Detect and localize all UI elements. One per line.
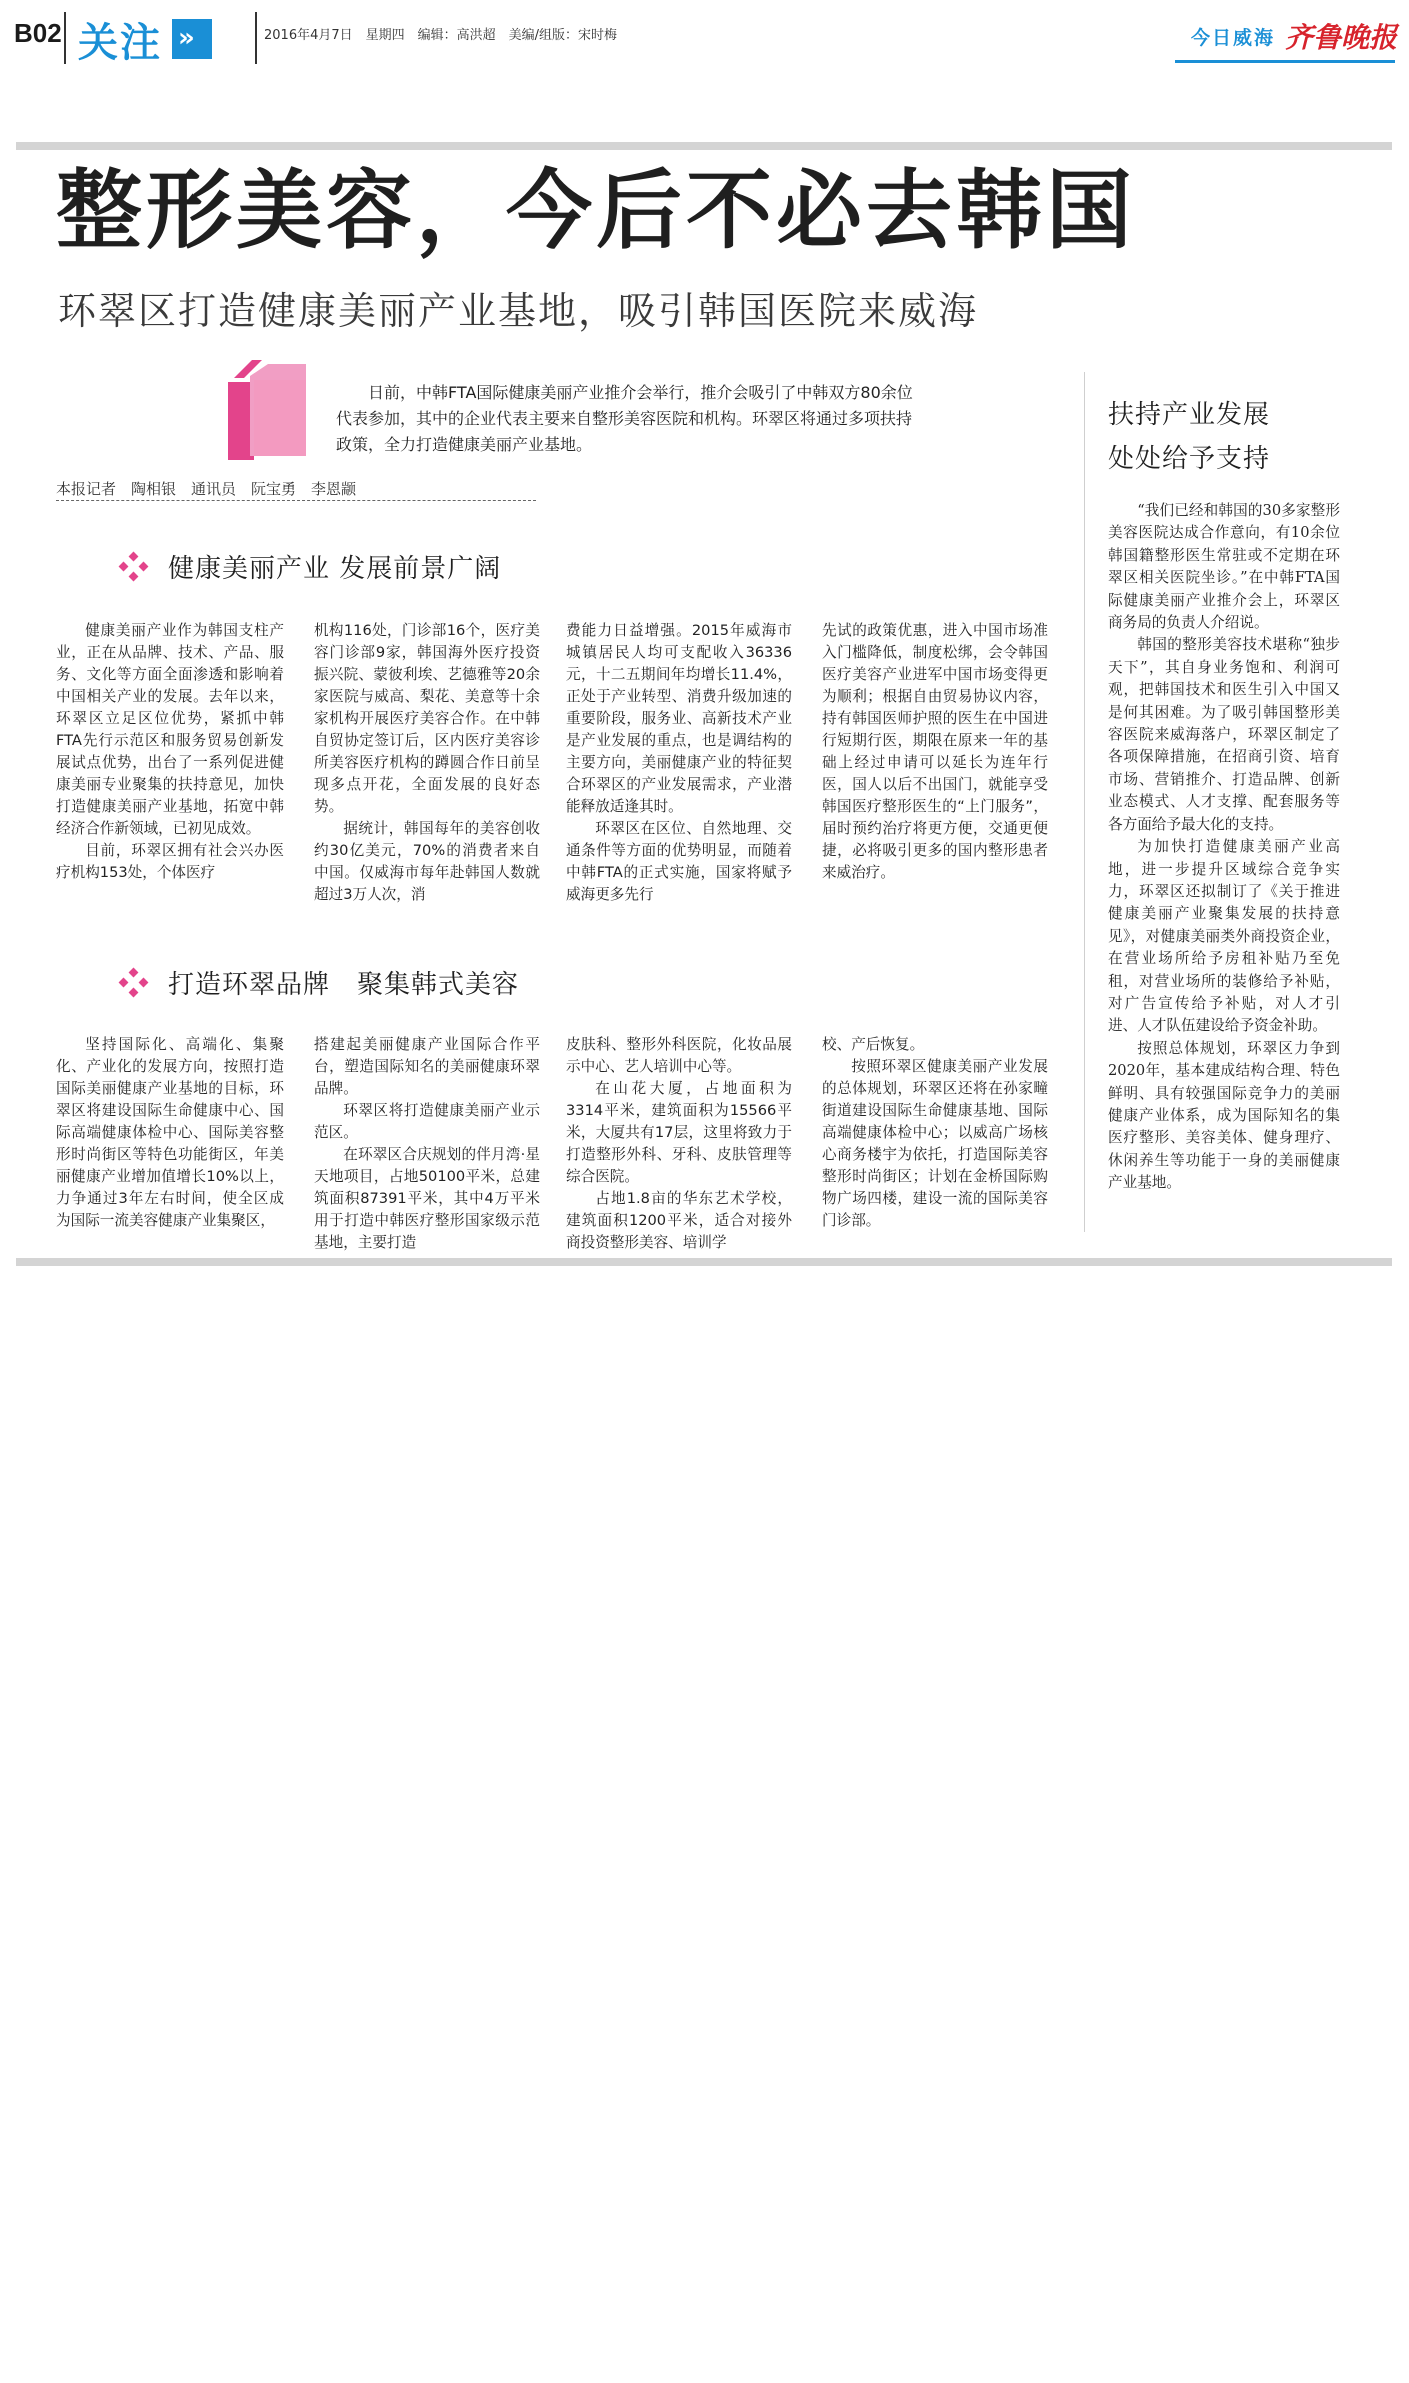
article-headline: 整形美容，今后不必去韩国 [56, 161, 1136, 261]
header-underline [1175, 60, 1395, 63]
paragraph: 坚持国际化、高端化、集聚化、产业化的发展方向，按照打造国际美丽健康产业基地的目标，环翠区将建设国际生命健康中心、国际高端健康体检中心、国际美容整形时尚街区等特色功能街区，年美丽健康产业增加值增长10%以上，力争通过3年左右时间，使全区成为国际一流美容健康产业集聚区， [56, 1036, 284, 1229]
paragraph: 为加快打造健康美丽产业高地，进一步提升区域综合竞争实力，环翠区还拟制订了《关于推进健康美丽产业聚集发展的扶持意见》，对健康美丽类外商投资企业，在营业场所给予房租补贴乃至免租，对营业场所的装修给予补贴，对广告宣传给予补贴，对人才引进、人才队伍建设给予资金补助。 [1108, 838, 1340, 1035]
section2-column-3 [566, 1034, 792, 1254]
top-rule [16, 142, 1392, 150]
double-chevron-right-icon: » [172, 19, 212, 59]
paragraph: 在环翠区合庆规划的伴月湾·星天地项目，占地50100平米，总建筑面积87391平米，其中4万平米用于打造中韩医疗整形国家级示范基地，主要打造 [314, 1146, 540, 1251]
byline: 本报记者 陶相银 通讯员 阮宝勇 李恩颛 [56, 480, 357, 498]
sidebar-title-line-2: 处处给予支持 [1108, 444, 1271, 474]
today-label: 今日威海 [1190, 26, 1275, 49]
section1-column-4 [822, 620, 1048, 884]
section2-title: 打造环翠品牌 聚集韩式美容 [168, 970, 520, 1000]
article-intro: 日前，中韩FTA国际健康美丽产业推介会举行，推介会吸引了中韩双方80余位代表参加，其中的企业代表主要来自整形美容医院和机构。环翠区将通过多项扶持政策，全力打造健康美丽产业基地。 [336, 383, 913, 454]
section1-heading [120, 548, 501, 585]
article-subheadline: 环翠区打造健康美丽产业基地，吸引韩国医院来威海 [58, 289, 979, 333]
paper-logo: 齐鲁晚报 [1284, 21, 1397, 54]
page-number: B02 [14, 18, 62, 48]
section2-column-1 [56, 1034, 284, 1232]
paragraph: 目前，环翠区拥有社会兴办医疗机构153处，个体医疗 [56, 842, 284, 881]
paragraph: 皮肤科、整形外科医院，化妆品展示中心、艺人培训中心等。 [566, 1036, 792, 1075]
header-divider-2 [255, 12, 257, 64]
section-label: 关注 [78, 19, 162, 66]
paragraph: 机构116处，门诊部16个，医疗美容门诊部9家，韩国海外医疗投资振兴院、蒙彼利埃、艺德雅等20余家医院与威高、梨花、美意等十余家机构开展医疗美容合作。在中韩自贸协定签订后，区内医疗美容诊所美容医疗机构的蹲圆合作日前呈现多点开花，全面发展的良好态势。 [314, 622, 540, 815]
header-divider [64, 12, 66, 64]
page-header [0, 0, 1409, 78]
paragraph: 按照总体规划，环翠区力争到2020年，基本建成结构合理、特色鲜明、具有较强国际竞争力的美丽健康产业体系，成为国际知名的集医疗整形、美容美体、健身理疗、休闲养生等功能于一身的美丽健康产业基地。 [1108, 1039, 1340, 1192]
paragraph: 环翠区在区位、自然地理、交通条件等方面的优势明显，而随着中韩FTA的正式实施，国家将赋予威海更多先行 [566, 820, 792, 903]
byline-divider [56, 500, 536, 501]
sidebar-divider [1084, 372, 1085, 1232]
paragraph: 先试的政策优惠，进入中国市场准入门槛降低，制度松绑，会令韩国医疗美容产业进军中国市场变得更为顺利；根据自由贸易协议内容，持有韩国医师护照的医生在中国进行短期行医，期限在原来一年的基础上经过申请可以延长为连年行医，国人以后不出国门，就能享受韩国医疗整形医生的“上门服务”，届时预约治疗将更方便，交通更便捷，必将吸引更多的国内整形患者来威治疗。 [822, 622, 1048, 881]
masthead-right [1191, 16, 1397, 56]
section-tab [78, 14, 212, 64]
section1-column-3 [566, 620, 792, 906]
section2-column-2 [314, 1034, 540, 1254]
paragraph: 按照环翠区健康美丽产业发展的总体规划，环翠区还将在孙家疃街道建设国际生命健康基地、国际高端健康体检中心；以威高广场核心商务楼宇为依托，打造国际美容整形时尚街区；计划在金桥国际购物广场四楼，建设一流的国际美容门诊部。 [822, 1058, 1048, 1229]
paragraph: 校、产后恢复。 [822, 1036, 925, 1053]
section1-column-2 [314, 620, 540, 906]
sidebar-body [1108, 500, 1340, 1195]
date-editor-info: 2016年4月7日 星期四 编辑：高洪超 美编/组版：宋时梅 [264, 28, 618, 43]
paragraph: 搭建起美丽健康产业国际合作平台，塑造国际知名的美丽健康环翠品牌。 [314, 1036, 540, 1097]
paragraph: 据统计，韩国每年的美容创收约30亿美元，70%的消费者来自中国。仅威海市每年赴韩国人数就超过3万人次，消 [314, 820, 540, 903]
sidebar-title-line-1: 扶持产业发展 [1108, 400, 1271, 430]
paragraph: 健康美丽产业作为韩国支柱产业，正在从品牌、技术、产品、服务、文化等方面全面渗透和影响着中国相关产业的发展。去年以来，环翠区立足区位优势，紧抓中韩FTA先行示范区和服务贸易创新发展试点优势，出台了一系列促进健康美丽专业聚集的扶持意见，加快打造健康美丽产业基地，拓宽中韩经济合作新领域，已初见成效。 [56, 622, 284, 837]
diamond-cluster-icon [120, 553, 148, 581]
paragraph: 环翠区将打造健康美丽产业示范区。 [314, 1102, 540, 1141]
paragraph: 占地1.8亩的华东艺术学校，建筑面积1200平米，适合对接外商投资整形美容、培训学 [566, 1190, 792, 1251]
paragraph: 在山花大厦，占地面积为3314平米，建筑面积为15566平米，大厦共有17层，这里将致力于打造整形外科、牙科、皮肤管理等综合医院。 [566, 1080, 792, 1185]
section1-title: 健康美丽产业 发展前景广阔 [168, 554, 502, 584]
section2-heading [120, 964, 519, 1001]
diamond-cluster-icon [120, 969, 148, 997]
paragraph: “我们已经和韩国的30多家整形美容医院达成合作意向，有10余位韩国籍整形医生常驻或不定期在环翠区相关医院坐诊。”在中韩FTA国际健康美丽产业推介会上，环翠区商务局的负责人介绍说。 [1108, 502, 1340, 632]
paragraph: 韩国的整形美容技术堪称“独步天下”，其自身业务饱和、利润可观，把韩国技术和医生引入中国又是何其困难。为了吸引韩国整形美容医院来威海落户，环翠区制定了各项保障措施，在招商引资、培育市场、营销推介、打造品牌、创新业态模式、人才支撑、配套服务等各方面给予最大化的支持。 [1108, 636, 1340, 833]
section1-column-1 [56, 620, 284, 884]
intro-decoration-icon [224, 360, 314, 460]
paragraph: 费能力日益增强。2015年威海市城镇居民人均可支配收入36336元，十二五期间年均增长11.4%，正处于产业转型、消费升级加速的重要阶段，服务业、高新技术产业是产业发展的重点，也是调结构的主要方向，美丽健康产业的特征契合环翠区的产业发展需求，产业潜能释放适逢其时。 [566, 622, 792, 815]
bottom-rule [16, 1258, 1392, 1266]
section2-column-4 [822, 1034, 1048, 1232]
